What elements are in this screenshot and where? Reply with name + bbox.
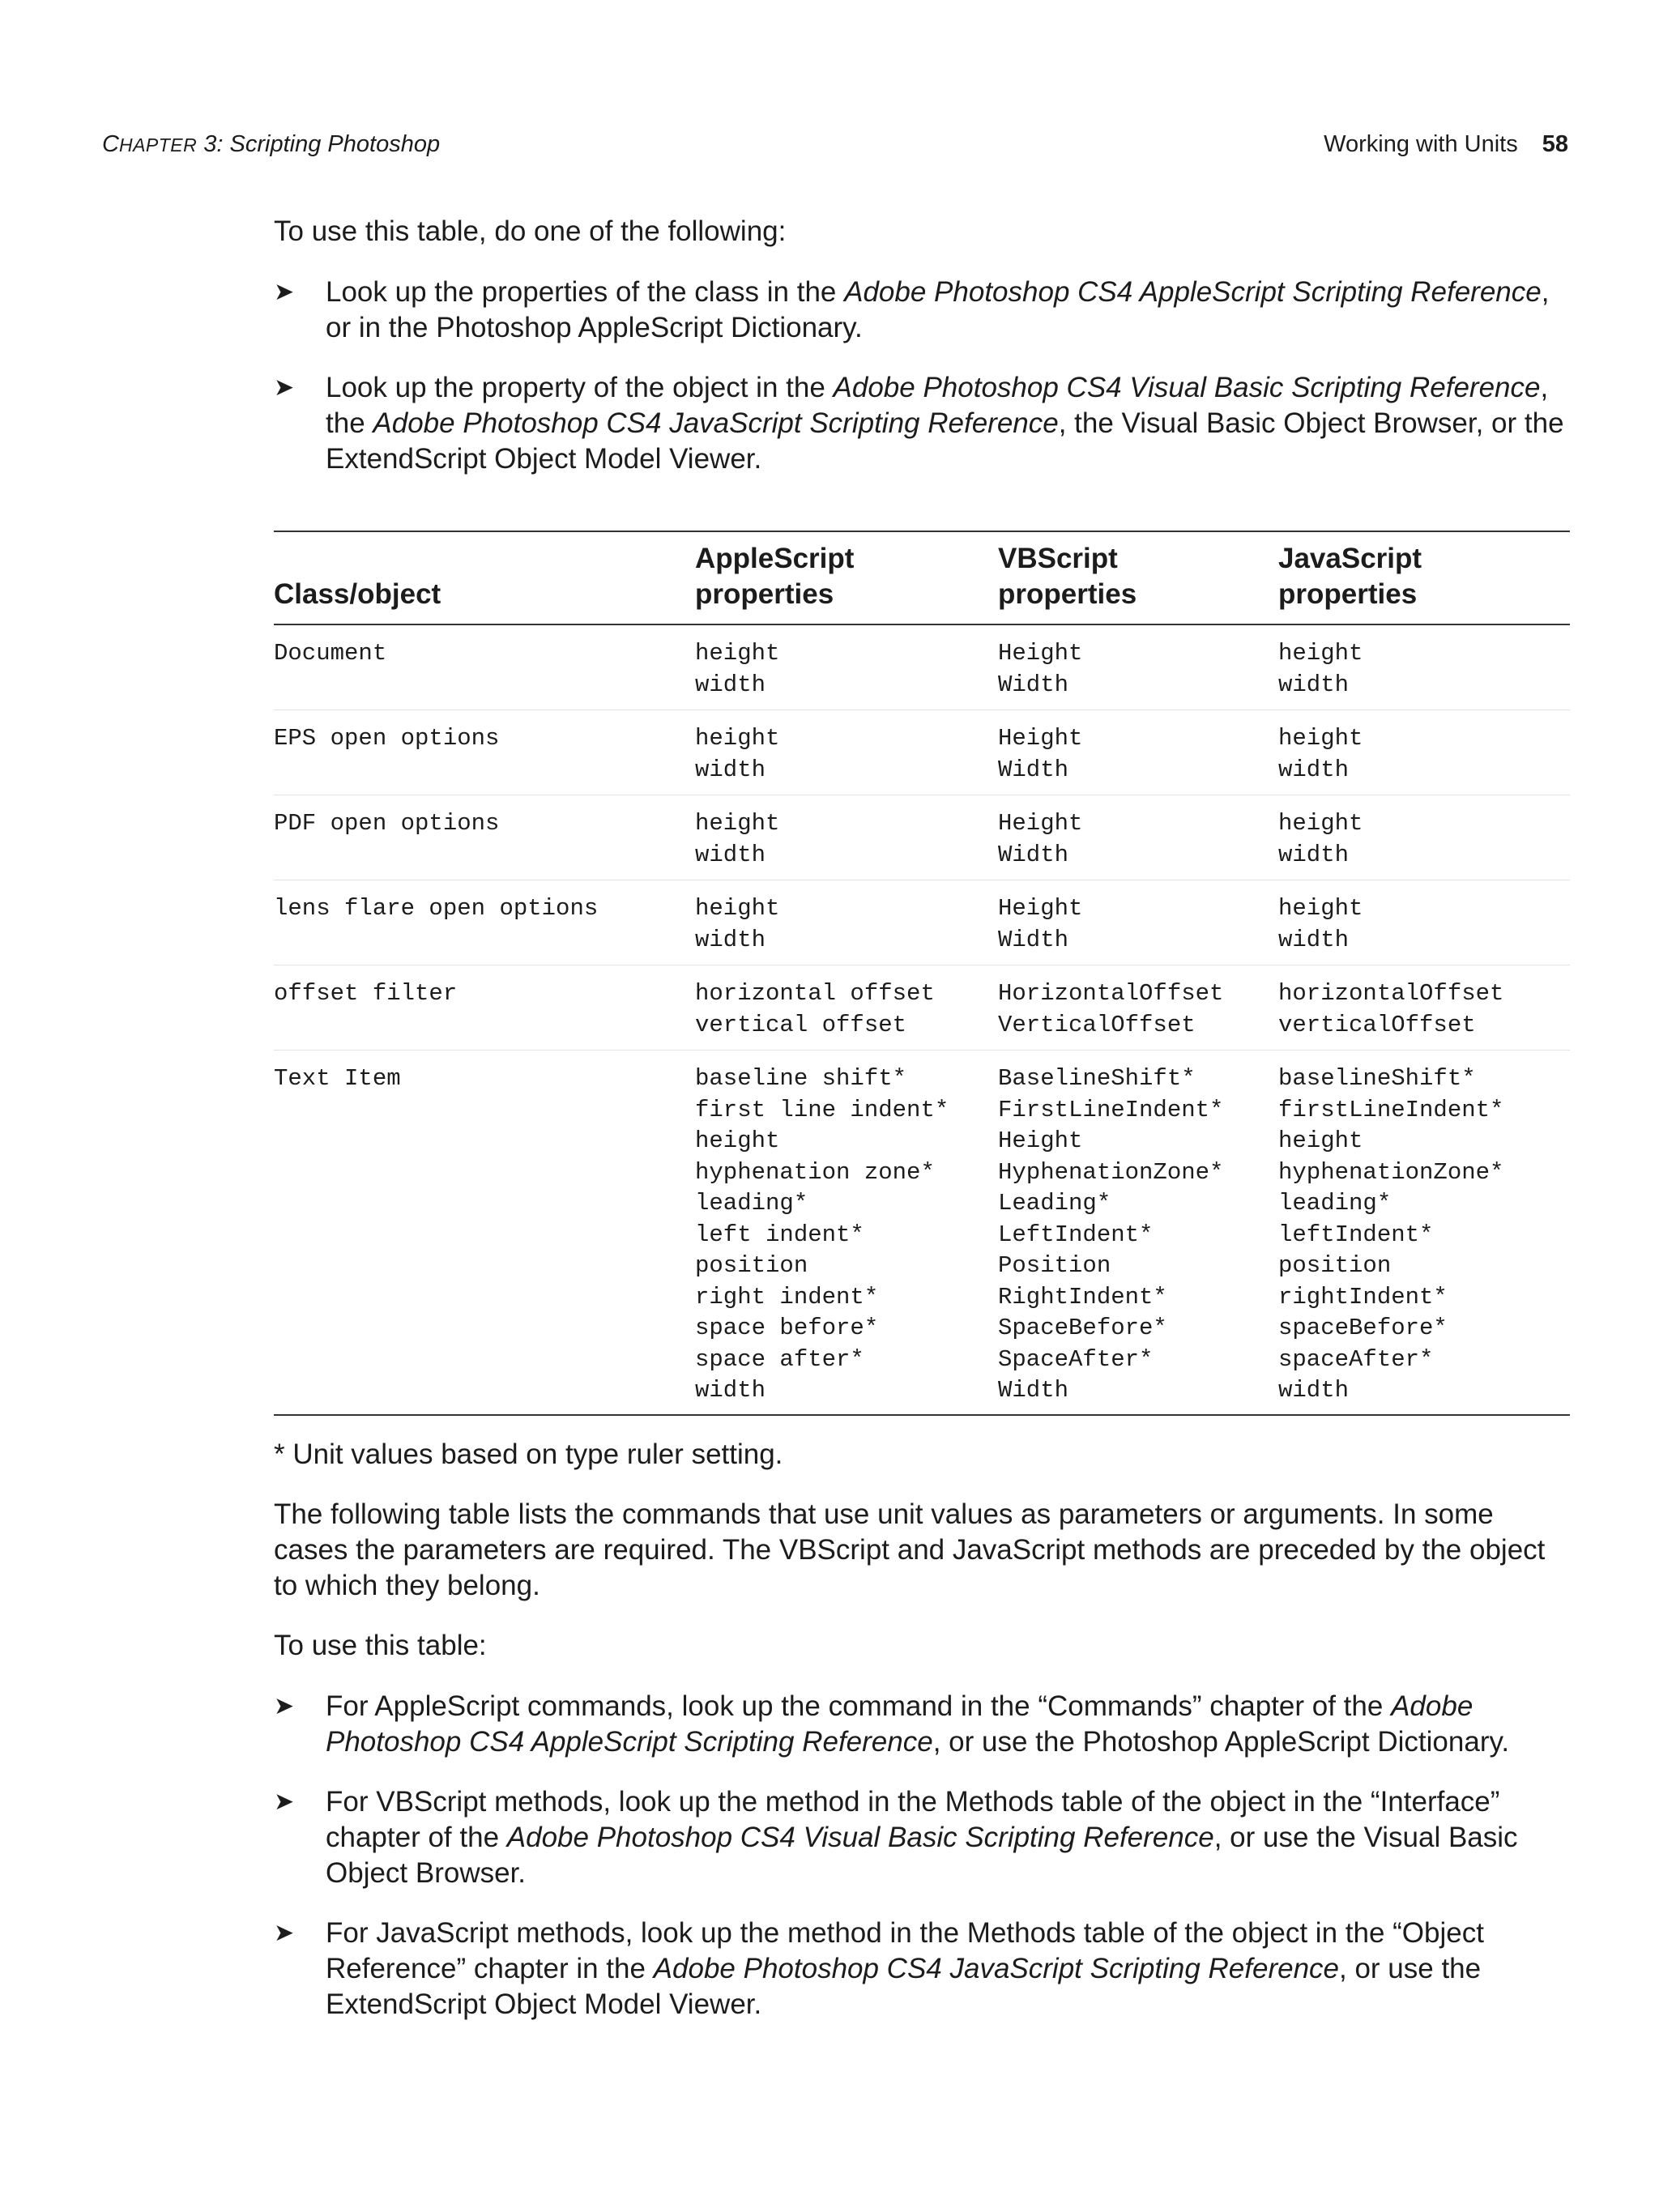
page-number: 58: [1542, 131, 1568, 157]
table-row: lens flare open options height width Height Width height width: [274, 880, 1570, 965]
table-row: Text Item baseline shift* first line indent* height hyphenation zone* leading* left indent* position right indent* space before* space after* width BaselineShift* FirstLineIndent* Height HyphenationZone* Leading* LeftIndent* Position RightIndent* SpaceBefore* SpaceAfter* Width baselineShift* firstLineIndent* height hyphenationZone* leading* leftIndent* position rightIndent* spaceBefore* spaceAfter* width: [274, 1051, 1570, 1416]
chapter-title: CHAPTER 3: Scripting Photoshop: [102, 131, 441, 157]
table-footnote: * Unit values based on type ruler setting.: [274, 1438, 783, 1470]
commands-lead: To use this table:: [274, 1630, 487, 1661]
header-applescript: AppleScript properties: [695, 543, 855, 610]
bullet-arrow-icon: ➤: [274, 1693, 295, 1720]
table-row: offset filter horizontal offset vertical offset HorizontalOffset VerticalOffset horizontalOffset verticalOffset: [274, 965, 1570, 1051]
running-header: [102, 128, 1568, 160]
intro-bullet-1: ➤ Look up the properties of the class in the Adobe Photoshop CS4 AppleScript Scripting Reference, or in the Photoshop AppleScript Dictionary.: [274, 276, 1550, 343]
section-title: Working with Units: [1324, 131, 1518, 157]
commands-bullet-3: ➤ For JavaScript methods, look up the method in the Methods table of the object in the “Object Reference” chapter in the Adobe Photoshop CS4 JavaScript Scripting Reference, or use the ExtendScript Object Model Viewer.: [274, 1917, 1484, 2020]
bullet-arrow-icon: ➤: [274, 1920, 295, 1946]
section-and-page: [1324, 128, 1568, 160]
table-row: PDF open options height width Height Width height width: [274, 795, 1570, 880]
header-vbscript: VBScript properties: [998, 543, 1137, 610]
header-class-object: Class/object: [274, 578, 441, 610]
bullet-arrow-icon: ➤: [274, 374, 295, 401]
table-header-row: [274, 532, 1570, 625]
table-row: Document height width Height Width height width: [274, 625, 1570, 710]
commands-bullet-1: ➤ For AppleScript commands, look up the command in the “Commands” chapter of the Adobe Photoshop CS4 AppleScript Scripting Reference, or use the Photoshop AppleScript Dictionary.: [274, 1690, 1510, 1758]
header-javascript: JavaScript properties: [1278, 543, 1422, 610]
units-properties-table: [274, 531, 1570, 1416]
intro-bullet-2: ➤ Look up the property of the object in the Adobe Photoshop CS4 Visual Basic Scripting Reference, the Adobe Photoshop CS4 JavaScript Scripting Reference, the Visual Basic Object Browser, or the ExtendScript Object Model Viewer.: [274, 372, 1564, 475]
table-row: EPS open options height width Height Width height width: [274, 710, 1570, 795]
bullet-arrow-icon: ➤: [274, 279, 295, 305]
bullet-arrow-icon: ➤: [274, 1788, 295, 1815]
intro-lead: To use this table, do one of the following:: [274, 215, 787, 247]
commands-paragraph: The following table lists the commands that use unit values as parameters or arguments. In some cases the parameters are required. The VBScript and JavaScript methods are preceded by the object to which they belong.: [274, 1498, 1546, 1601]
commands-bullet-2: ➤ For VBScript methods, look up the method in the Methods table of the object in the “Interface” chapter of the Adobe Photoshop CS4 Visual Basic Scripting Reference, or use the Visual Basic Object Browser.: [274, 1786, 1518, 1889]
